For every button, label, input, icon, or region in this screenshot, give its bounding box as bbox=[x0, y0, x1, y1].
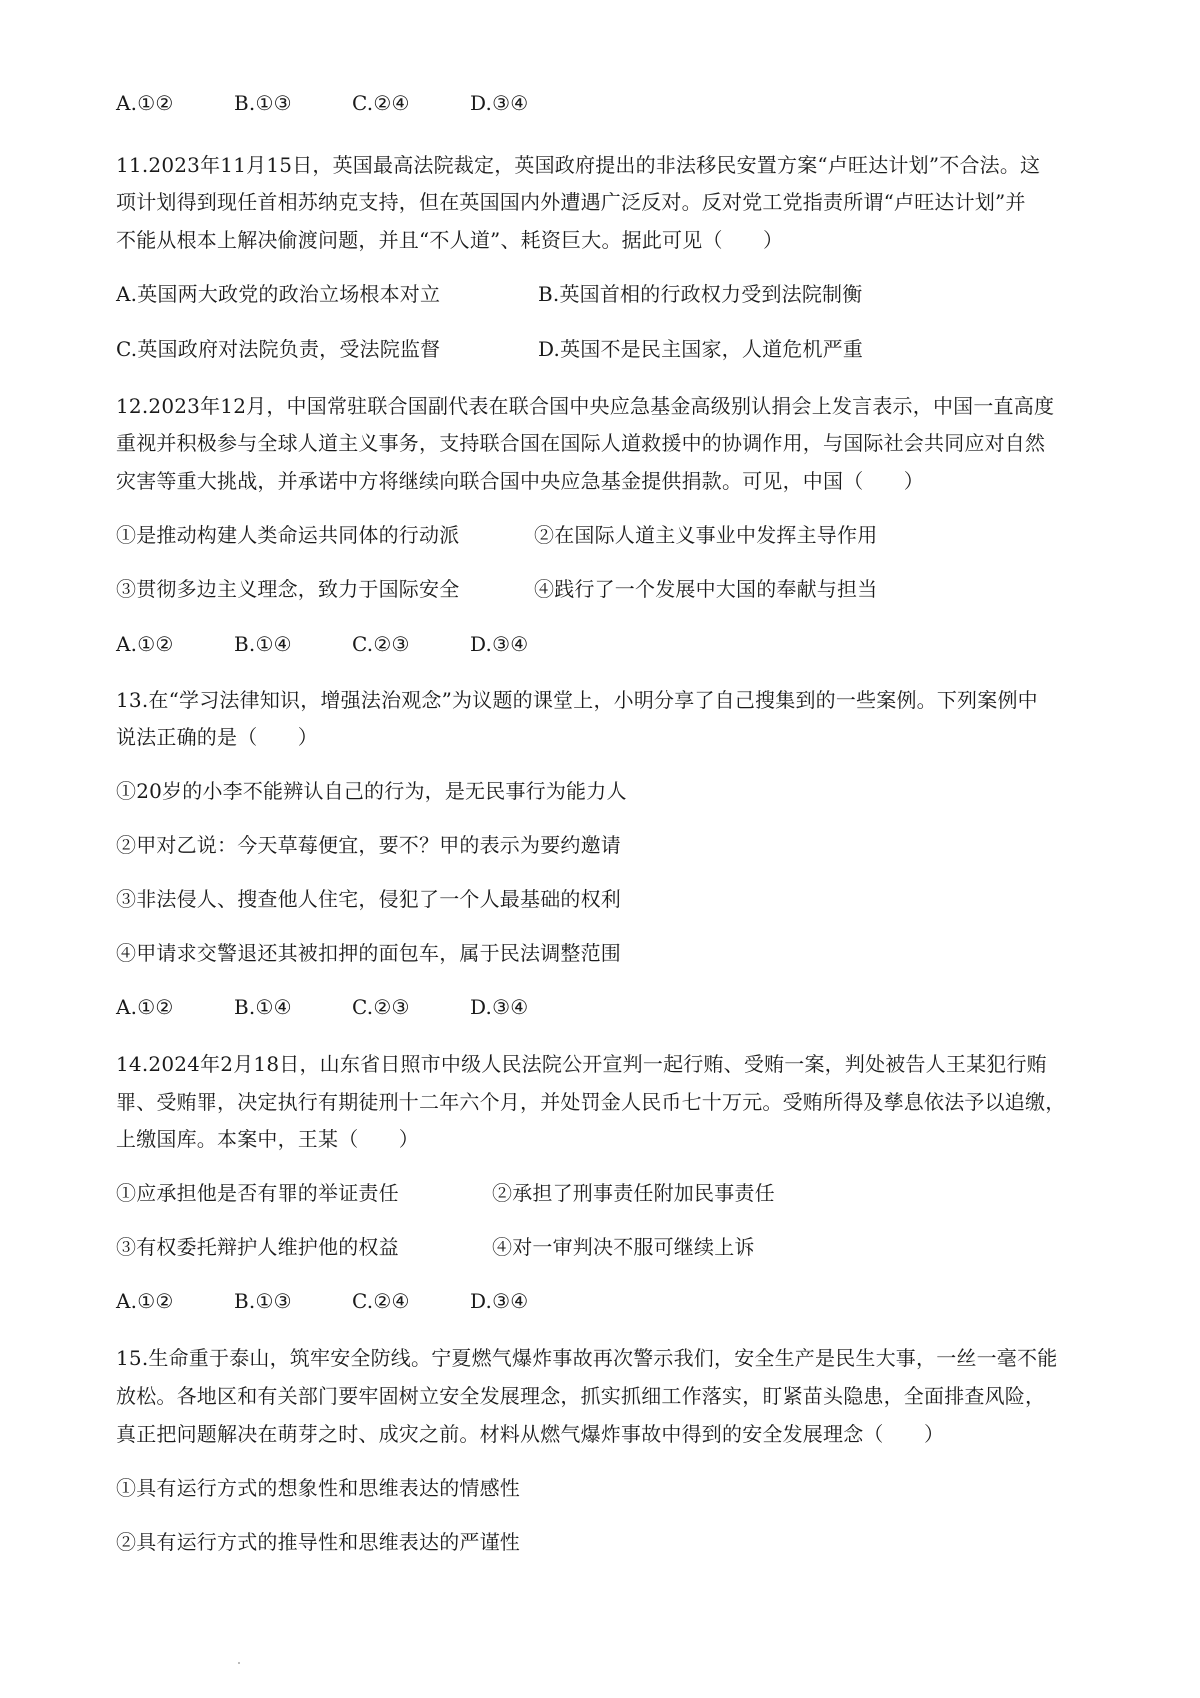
q12-item: ②在国际人道主义事业中发挥主导作用 bbox=[534, 523, 878, 547]
q11-stem-line: 11.2023年11月15日，英国最高法院裁定，英国政府提出的非法移民安置方案“卢旺达计划”不合法。这 bbox=[116, 153, 1041, 177]
q11-stem-line: 不能从根本上解决偷渡问题，并且“不人道”、耗资巨大。据此可见（ ） bbox=[116, 228, 784, 252]
q12-stem-line: 重视并积极参与全球人道主义事务，支持联合国在国际人道救援中的协调作用，与国际社会共同应对自然 bbox=[116, 431, 1046, 455]
q13-stem-line: 说法正确的是（ ） bbox=[116, 725, 318, 749]
q14-option-c: C.②④ bbox=[352, 1289, 410, 1313]
q13-item: ①20岁的小李不能辨认自己的行为，是无民事行为能力人 bbox=[116, 779, 627, 803]
q12-option-c: C.②③ bbox=[352, 632, 410, 656]
q13-option-c: C.②③ bbox=[352, 995, 410, 1019]
q15-stem-line: 真正把问题解决在萌芽之时、成灾之前。材料从燃气爆炸事故中得到的安全发展理念（ ） bbox=[116, 1422, 945, 1446]
q14-option-b: B.①③ bbox=[234, 1289, 292, 1313]
q13-option-a: A.①② bbox=[116, 995, 174, 1019]
q13-item: ②甲对乙说：今天草莓便宜，要不？甲的表示为要约邀请 bbox=[116, 833, 621, 857]
q13-stem-line: 13.在“学习法律知识，增强法治观念”为议题的课堂上，小明分享了自己搜集到的一些案例。下列案例中 bbox=[116, 688, 1038, 712]
q15-stem-line: 15.生命重于泰山，筑牢安全防线。宁夏燃气爆炸事故再次警示我们，安全生产是民生大事，一丝一毫不能 bbox=[116, 1346, 1058, 1370]
q10-option-c: C.②④ bbox=[352, 91, 410, 115]
q13-option-b: B.①④ bbox=[234, 995, 292, 1019]
q14-stem-line: 罪、受贿罪，决定执行有期徒刑十二年六个月，并处罚金人民币七十万元。受贿所得及孳息依法予以追缴， bbox=[116, 1090, 1066, 1114]
q12-option-d: D.③④ bbox=[470, 632, 529, 656]
q10-option-d: D.③④ bbox=[470, 91, 529, 115]
q14-item: ③有权委托辩护人维护他的权益 bbox=[116, 1235, 399, 1259]
scan-speck bbox=[238, 1662, 240, 1664]
q12-item: ④践行了一个发展中大国的奉献与担当 bbox=[534, 577, 878, 601]
q14-stem-line: 上缴国库。本案中，王某（ ） bbox=[116, 1127, 419, 1151]
q14-option-a: A.①② bbox=[116, 1289, 174, 1313]
q15-stem-line: 放松。各地区和有关部门要牢固树立安全发展理念，抓实抓细工作落实，盯紧苗头隐患，全面排查风险， bbox=[116, 1384, 1046, 1408]
q11-option-c: C.英国政府对法院负责，受法院监督 bbox=[116, 337, 441, 361]
q14-item: ④对一审判决不服可继续上诉 bbox=[492, 1235, 755, 1259]
q13-option-d: D.③④ bbox=[470, 995, 529, 1019]
q12-option-b: B.①④ bbox=[234, 632, 292, 656]
q12-item: ①是推动构建人类命运共同体的行动派 bbox=[116, 523, 460, 547]
q12-option-a: A.①② bbox=[116, 632, 174, 656]
q14-item: ①应承担他是否有罪的举证责任 bbox=[116, 1181, 399, 1205]
q13-item: ④甲请求交警退还其被扣押的面包车，属于民法调整范围 bbox=[116, 941, 621, 965]
q11-stem-line: 项计划得到现任首相苏纳克支持，但在英国国内外遭遇广泛反对。反对党工党指责所谓“卢旺达计划”并 bbox=[116, 190, 1026, 214]
q10-option-b: B.①③ bbox=[234, 91, 292, 115]
q10-option-a: A.①② bbox=[116, 91, 174, 115]
q13-item: ③非法侵人、搜查他人住宅，侵犯了一个人最基础的权利 bbox=[116, 887, 621, 911]
q11-option-b: B.英国首相的行政权力受到法院制衡 bbox=[538, 282, 863, 306]
q14-stem-line: 14.2024年2月18日，山东省日照市中级人民法院公开宣判一起行贿、受贿一案，判处被告人王某犯行贿 bbox=[116, 1052, 1047, 1076]
q15-item: ②具有运行方式的推导性和思维表达的严谨性 bbox=[116, 1530, 520, 1554]
q14-item: ②承担了刑事责任附加民事责任 bbox=[492, 1181, 775, 1205]
q11-option-a: A.英国两大政党的政治立场根本对立 bbox=[116, 282, 441, 306]
q11-option-d: D.英国不是民主国家，人道危机严重 bbox=[538, 337, 864, 361]
q15-item: ①具有运行方式的想象性和思维表达的情感性 bbox=[116, 1476, 520, 1500]
q12-stem-line: 灾害等重大挑战，并承诺中方将继续向联合国中央应急基金提供捐款。可见，中国（ ） bbox=[116, 469, 924, 493]
q12-item: ③贯彻多边主义理念，致力于国际安全 bbox=[116, 577, 460, 601]
q14-option-d: D.③④ bbox=[470, 1289, 529, 1313]
q12-stem-line: 12.2023年12月，中国常驻联合国副代表在联合国中央应急基金高级别认捐会上发言表示，中国一直高度 bbox=[116, 394, 1055, 418]
